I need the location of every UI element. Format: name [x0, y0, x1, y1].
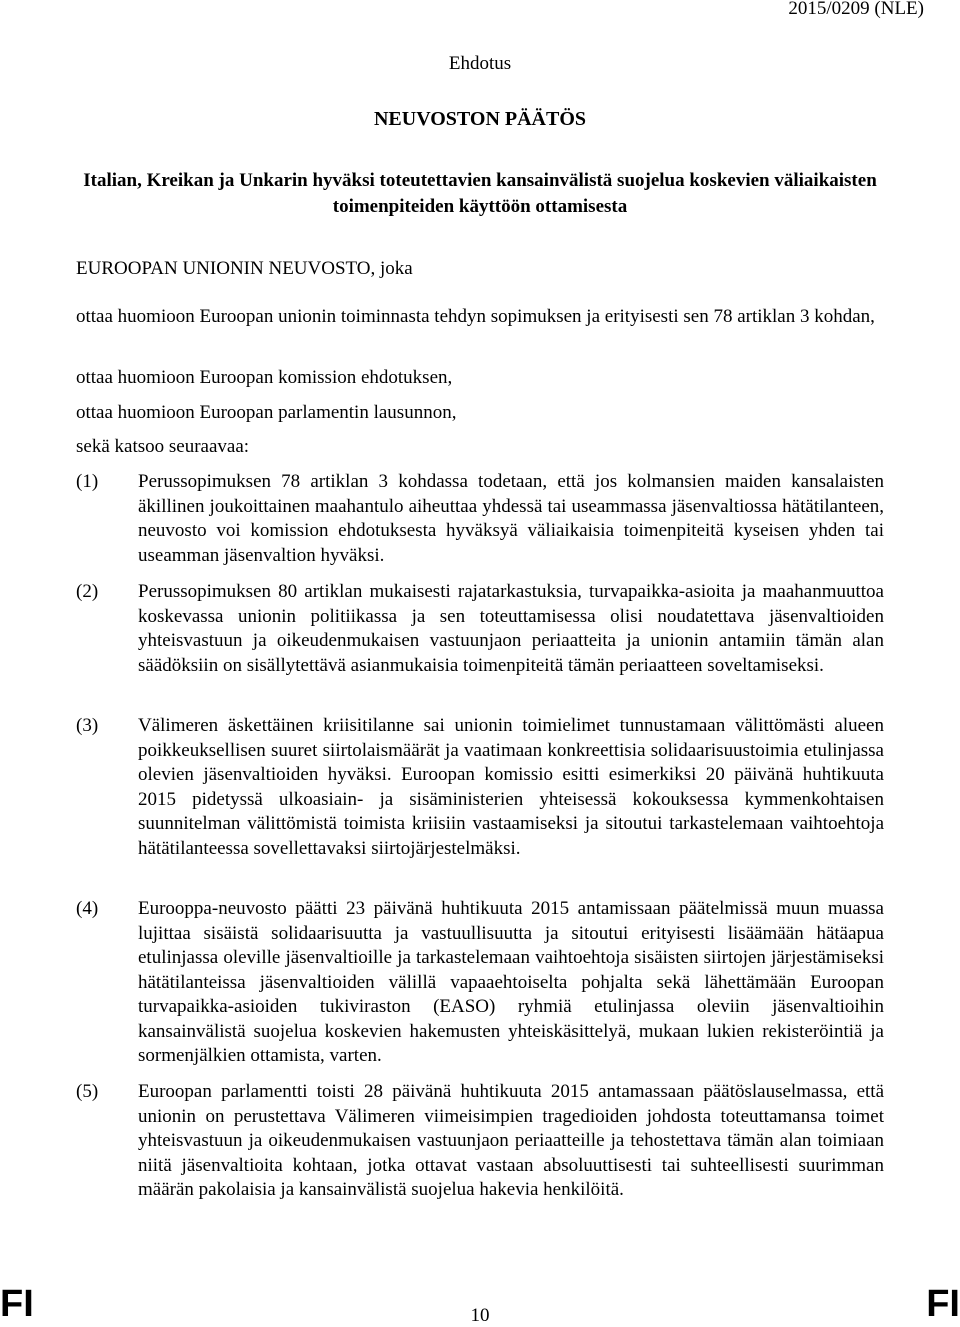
recital: [76, 1080, 884, 1203]
recital-number: (3): [76, 715, 99, 736]
recital-number: (4): [76, 898, 99, 919]
recital-text: Välimeren äskettäinen kriisitilanne sai unionin toimielimet tunnustamaan välittömästi alueen poikkeuksellisen suuret siirtolaismäärät ja vaatimaan konkreettisia solidaarisuustoimia etulinjassa olevien jäsenvaltioiden hyväksi. Euroopan komissio esitti esimerkiksi 20 päivänä huhtikuuta 2015 pidetyssä ulkoasiain- ja sisäministerien yhteisessä kokouksessa kymmenkohtaisen suunnitelman välittömistä toimista kriisiin vastaamiseksi ja sitoutui tarkastelemaan vaihtoehtoja hätätilanteessa sovellettavaksi siirtojärjestelmäksi.: [138, 715, 884, 859]
language-code-left: FI: [0, 1283, 34, 1325]
citation: ottaa huomioon Euroopan parlamentin lausunnon,: [76, 402, 457, 423]
citation: ottaa huomioon Euroopan unionin toiminnasta tehdyn sopimuksen ja erityisesti sen 78 artiklan 3 kohdan,: [76, 306, 875, 327]
recital-number: (2): [76, 581, 99, 602]
act-subject: Italian, Kreikan ja Unkarin hyväksi toteutettavien kansainvälistä suojelua koskevien väliaikaisten toimenpiteiden käyttöön ottamisesta: [83, 170, 877, 217]
document-reference: 2015/0209 (NLE): [788, 0, 924, 19]
proposal-label: Ehdotus: [448, 53, 512, 74]
language-code-right: FI: [926, 1283, 960, 1325]
recital-text: Euroopan parlamentti toisti 28 päivänä huhtikuuta 2015 antamassaan päätöslauselmassa, että unionin on perustettava Välimeren viimeisimpien tragedioiden johdosta toteuttamansa toimet yhteisvastuun ja oikeudenmukaisen vastuunjaon periaatteille ja tehostettava tämän alan toimiaan niitä jäsenvaltioita kohtaan, jotka ottavat vastaan absoluuttisesti tai suhteellisesti suurimman määrän pakolaisia ja kansainvälistä suojelua hakevia henkilöitä.: [138, 1081, 884, 1200]
recital: [76, 470, 884, 568]
recital: [76, 714, 884, 861]
recital: [76, 580, 884, 678]
act-title: NEUVOSTON PÄÄTÖS: [373, 108, 587, 130]
recital-number: (1): [76, 471, 99, 492]
citation: ottaa huomioon Euroopan komission ehdotuksen,: [76, 367, 453, 388]
citation-intro: sekä katsoo seuraavaa:: [76, 436, 250, 457]
recital-number: (5): [76, 1081, 99, 1102]
preamble-institution: EUROOPAN UNIONIN NEUVOSTO, joka: [76, 258, 413, 279]
recital-text: Perussopimuksen 78 artiklan 3 kohdassa todetaan, että jos kolmansien maiden kansalaisten äkillinen joukoittainen maahantulo aiheuttaa yhdessä tai useammassa jäsenvaltiossa hätätilanteen, neuvosto voi komission ehdotuksesta hyväksyä väliaikaisia toimenpiteitä kyseisen yhden tai useamman jäsenvaltion hyväksi.: [138, 471, 884, 566]
page-number: 10: [470, 1305, 490, 1326]
recital-text: Perussopimuksen 80 artiklan mukaisesti rajatarkastuksia, turvapaikka-asioita ja maahanmuuttoa koskevassa unionin politiikassa ja sen toteuttamisessa olisi noudatettava jäsenvaltioiden yhteisvastuun ja oikeudenmukaisen vastuunjaon periaatteita ja unionin antamiin tämän alan säädöksiin on sisällytettävä asianmukaisia toimenpiteitä tämän periaatteen soveltamiseksi.: [138, 581, 884, 676]
recital: [76, 897, 884, 1069]
recital-text: Eurooppa-neuvosto päätti 23 päivänä huhtikuuta 2015 antamissaan päätelmissä muun muassa lujittaa sisäistä solidaarisuutta ja vastuullisuutta ja sitoutui erityisesti lisäämään hätäapua etulinjassa oleville jäsenvaltioille ja tarkastelemaan vaihtoehtoja sisäisten siirtojen järjestämiseksi hätätilanteissa jäsenvaltioiden välillä vapaaehtoiselta pohjalta sekä lähettämään Euroopan turvapaikka-asioiden tukiviraston (EASO) ryhmiä etulinjassa oleviin jäsenvaltioihin kansainvälistä suojelua koskevien hakemusten yhteiskäsittelyä, mukaan lukien rekisteröintiä ja sormenjälkien ottamista, varten.: [138, 898, 884, 1066]
